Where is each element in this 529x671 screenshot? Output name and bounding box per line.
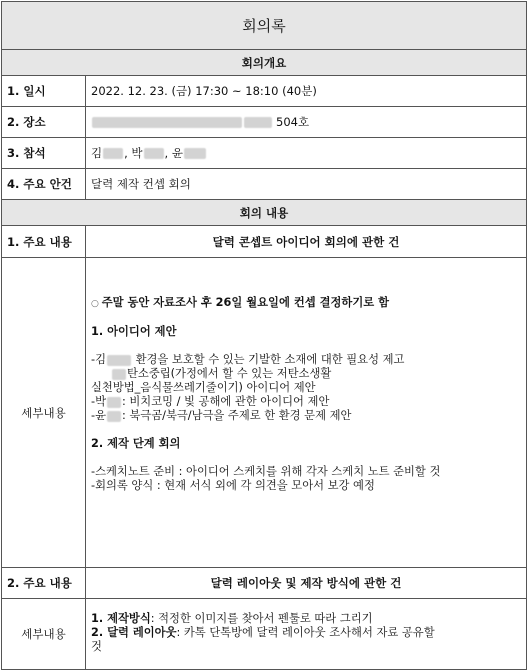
date-label: 1. 일시 bbox=[2, 76, 86, 106]
redacted-text bbox=[184, 148, 206, 159]
item2-line: 것 bbox=[91, 640, 102, 653]
attendees-row bbox=[2, 138, 526, 169]
place-room: 504호 bbox=[276, 115, 310, 129]
item1-sub1-title: 1. 아이디어 제안 bbox=[91, 325, 177, 338]
item1-sub1-line: 실천방법_음식물쓰레기줄이기) 아이디어 제안 bbox=[91, 381, 316, 394]
item1-row bbox=[2, 226, 526, 258]
attendee-name: 김 bbox=[91, 146, 103, 160]
attendee-name: 윤 bbox=[171, 146, 183, 160]
item1-detail-row bbox=[2, 258, 526, 568]
redacted-text bbox=[107, 397, 121, 408]
meeting-minutes-table bbox=[1, 1, 527, 670]
attendee-name: 박 bbox=[131, 146, 143, 160]
item1-sub2-line: -스케치노트 준비 : 아이디어 스케치를 위해 각자 스케치 노트 준비할 것 bbox=[91, 465, 441, 478]
item1-sub1-line: 탄소중립(가정에서 할 수 있는 저탄소생활 bbox=[91, 367, 520, 381]
item2-detail-content bbox=[86, 599, 526, 669]
item1-label: 1. 주요 내용 bbox=[2, 226, 86, 257]
item1-sub2-line: -회의록 양식 : 현재 서식 외에 각 의견을 모아서 보강 예정 bbox=[91, 479, 375, 492]
document-title: 회의록 bbox=[242, 17, 286, 35]
attendees-label: 3. 참석 bbox=[2, 138, 86, 168]
overview-header-row bbox=[2, 50, 526, 76]
item2-detail-label: 세부내용 bbox=[2, 599, 86, 669]
agenda-value: 달력 제작 컨셉 회의 bbox=[91, 177, 191, 191]
item1-title: 달력 콘셉트 아이디어 회의에 관한 건 bbox=[212, 234, 400, 249]
redacted-text bbox=[112, 369, 126, 380]
item2-row bbox=[2, 568, 526, 599]
item2-title: 달력 레이아웃 및 제작 방식에 관한 건 bbox=[210, 576, 402, 590]
date-value: 2022. 12. 23. (금) 17:30 ~ 18:10 (40분) bbox=[91, 84, 317, 98]
item2-label: 2. 주요 내용 bbox=[2, 568, 86, 598]
content-header-row bbox=[2, 200, 526, 226]
place-value bbox=[86, 107, 526, 137]
item2-line: 1. 제작방식: 적정한 이미지를 찾아서 펜툴로 따라 그리기 bbox=[91, 612, 373, 625]
item1-sub2-title: 2. 제작 단계 회의 bbox=[91, 437, 181, 450]
attendees-value: 김 , 박 , 윤 bbox=[86, 138, 526, 168]
agenda-row bbox=[2, 169, 526, 200]
item1-sub1-line: -윤 : 북극곰/북극/남극을 주제로 한 환경 문제 제안 bbox=[91, 409, 352, 422]
content-header: 회의 내용 bbox=[239, 205, 289, 220]
place-label: 2. 장소 bbox=[2, 107, 86, 137]
redacted-text bbox=[107, 411, 121, 422]
item1-detail-label: 세부내용 bbox=[2, 258, 86, 567]
redacted-text bbox=[244, 117, 272, 128]
place-row bbox=[2, 107, 526, 138]
agenda-label: 4. 주요 안건 bbox=[2, 169, 86, 199]
title-row bbox=[2, 2, 526, 50]
item1-sub1-line: -김 환경을 보호할 수 있는 기발한 소재에 대한 필요성 제고 bbox=[91, 353, 405, 366]
item2-line: 2. 달력 레이아웃: 카톡 단톡방에 달력 레이아웃 조사해서 자료 공유할 bbox=[91, 626, 435, 639]
date-row bbox=[2, 76, 526, 107]
item2-detail-row bbox=[2, 599, 526, 669]
redacted-text bbox=[107, 355, 131, 366]
item1-lead: ○ 주말 동안 자료조사 후 26일 월요일에 컨셉 결정하기로 함 bbox=[91, 296, 389, 309]
redacted-text bbox=[144, 148, 164, 159]
overview-header: 회의개요 bbox=[241, 55, 287, 70]
item1-sub1-line: -박 : 비치코밍 / 빛 공해에 관한 아이디어 제안 bbox=[91, 395, 330, 408]
redacted-text bbox=[92, 117, 242, 128]
redacted-text bbox=[103, 148, 123, 159]
item1-detail-content bbox=[86, 258, 526, 567]
